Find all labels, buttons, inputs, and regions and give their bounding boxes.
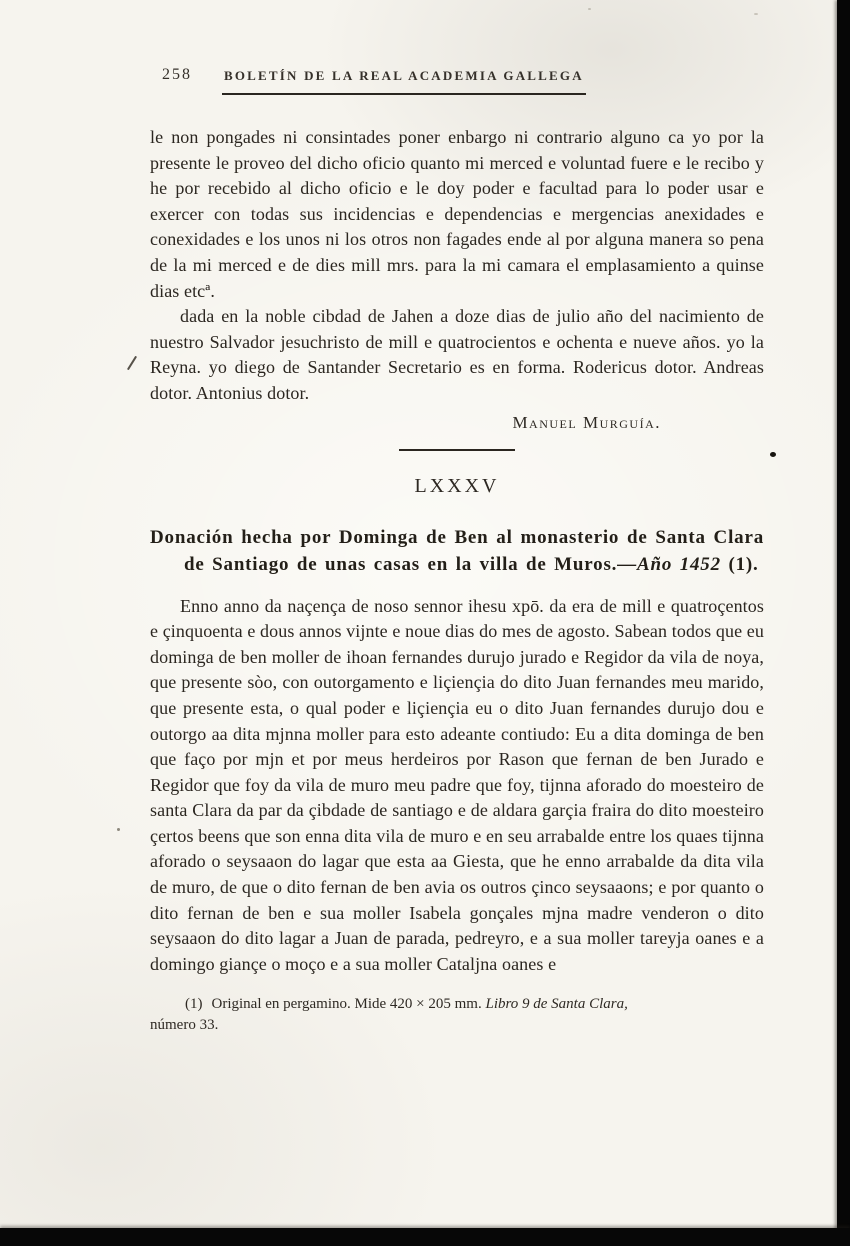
previous-article-paragraph-1: le non pongades ni consintades poner enbargo ni contrario alguno ca yo por la presente le proveo del dicho oficio quanto mi merced e voluntad fuere e le recibo y he por recebido al dicho oficio e le doy poder e facultad para lo poder usar e exercer con todas sus incidencias e dependencias e mergencias anexidades e conexidades e los unos ni los otros non fagades ende al por alguna manera so pena de la mi merced e de dies mill mrs. para la mi camara el emplasamiento a quinse dias etcª. (150, 127, 764, 301)
author-signature: Manuel Murguía. (512, 412, 661, 432)
footnote-text-line2: número 33. (150, 1016, 219, 1033)
previous-article-paragraph-2: dada en la noble cibdad de Jahen a doze dias de julio año del nacimiento de nuestro Salvador jesuchristo de mill e quatrocientos e ochenta e nueve años. yo la Reyna. yo diego de Santander Secretario es en forma. Rodericus dotor. Andreas dotor. Antonius dotor. (150, 306, 764, 403)
scan-edge-right (837, 0, 850, 1246)
footnote-source: Libro 9 de Santa Clara, (485, 996, 628, 1013)
article-title-year: Año 1452 (637, 554, 721, 576)
scan-edge-bottom (0, 1228, 850, 1246)
scan-artifact-speck (117, 828, 120, 831)
page-header (150, 66, 764, 95)
page-number: 258 (162, 66, 192, 83)
article-number: LXXXV (414, 474, 500, 497)
section-divider (399, 449, 515, 451)
scan-artifact-speck (588, 8, 591, 10)
footnote-text: Original en pergamino. Mide 420 × 205 mm. (211, 996, 486, 1013)
page-content (150, 66, 764, 1035)
article-body-text: Enno anno da naçença de noso sennor ihesu xpō. da era de mill e quatroçentos e çinquoenta e dous annos vijnte e noue dias do mes de agosto. Sabean todos que eu dominga de ben moller de ihoan fernandes durujo jurado e Regidor da vila de noya, que presente sòo, con outorgamento e liçiençia do dito Juan fernandes meu marido, que presente esta, o qual poder e liçiençia eu o dito Juan fernandes durujo dou e outorgo aa dita mjnna moller para esto adeante contiudo: Eu a dita dominga de ben que faço por mjn et por meus herdeiros por Rason que fernan de ben Jurado e Regidor que foy da vila de muro meu padre que foy, tijnna aforado do moesteiro de santa Clara da par da çibdade de santiago e de aldara garçia fraira do dito moesteiro çertos beens que son enna dita vila de muro e en seu arrabalde entre los quaes tijnna aforado o seysaaon do lagar que esta aa Giesta, que he enno arrabalde da dita vila de muro, de que o dito fernan de ben avia os outros çinco seysaaons; e por quanto o dito fernan de ben e sua moller Isabela gonçales mjna madre venderon o dito seysaaon do dito lagar a Juan de parada, pedreyro, e a sua moller tareyja oanes e a domingo giançe o moço e a sua moller Cataljna oanes e (150, 595, 764, 974)
scan-artifact-slash (127, 356, 137, 371)
article-title-ref: (1). (720, 554, 759, 576)
article-title-main: Donación hecha por Dominga de Ben al monasterio de Santa Clara de Santiago de unas casas en la villa de Muros.— (150, 526, 764, 576)
footnote (150, 994, 764, 1035)
journal-title: BOLETÍN DE LA REAL ACADEMIA GALLEGA (222, 68, 586, 95)
article-title (150, 524, 764, 579)
footnote-marker: (1) (185, 996, 203, 1013)
scan-artifact-speck (754, 13, 758, 15)
scan-artifact-dot (770, 452, 776, 457)
